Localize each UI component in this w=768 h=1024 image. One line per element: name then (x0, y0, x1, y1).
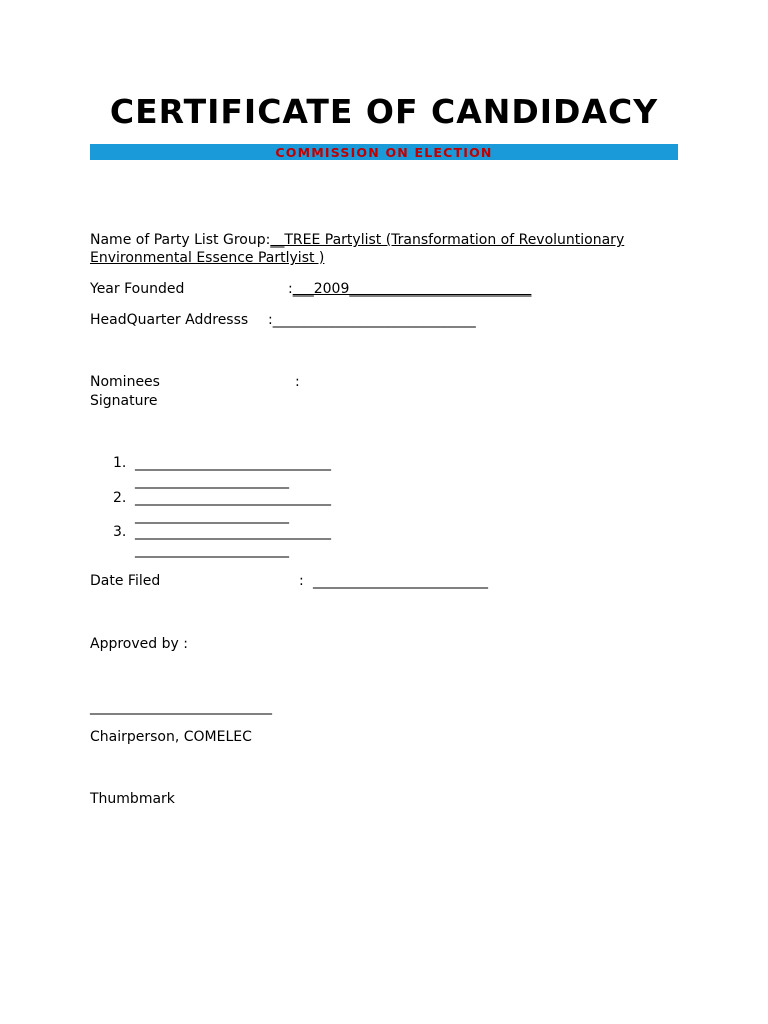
nominee-number-2: 2. (113, 490, 127, 506)
year-founded-value: ___2009__________________________ (292, 281, 532, 297)
party-list-value-line2: Environmental Essence Partlyist ) (90, 250, 325, 266)
page-title: CERTIFICATE OF CANDIDACY (109, 92, 659, 131)
chairperson-signature-line: __________________________ (90, 699, 272, 715)
date-filed-value: _________________________ (313, 573, 488, 589)
date-filed-colon: : (299, 573, 304, 589)
nominee-line-2a: ____________________________ (135, 490, 331, 506)
year-founded-field (288, 280, 531, 298)
party-list-field (90, 231, 624, 249)
party-list-label: Name of Party List Group: (90, 232, 271, 248)
nominee-number-3: 3. (113, 524, 127, 540)
signature-label: Signature (90, 393, 158, 409)
chairperson-label: Chairperson, COMELEC (90, 729, 252, 745)
party-list-value-line1: __TREE Partylist (Transformation of Revoluntionary (270, 232, 625, 248)
nominee-number-1: 1. (113, 455, 127, 471)
nominee-line-3b: ______________________ (135, 542, 289, 558)
year-founded-colon: : (288, 281, 293, 297)
year-founded-label: Year Founded (90, 281, 185, 297)
nominees-label: Nominees (90, 374, 160, 390)
commission-subtitle: COMMISSION ON ELECTION (275, 145, 493, 160)
thumbmark-label: Thumbmark (90, 791, 175, 807)
nominee-line-1a: ____________________________ (135, 455, 331, 471)
hq-address-label: HeadQuarter Addresss (90, 312, 249, 328)
approved-by-label: Approved by : (90, 636, 188, 652)
nominee-line-3a: ____________________________ (135, 524, 331, 540)
hq-address-value: :_____________________________ (268, 312, 476, 328)
date-filed-label: Date Filed (90, 573, 161, 589)
nominee-line-1b: ______________________ (135, 473, 289, 489)
nominees-colon: : (295, 374, 300, 390)
nominee-line-2b: ______________________ (135, 508, 289, 524)
commission-banner (90, 144, 678, 160)
